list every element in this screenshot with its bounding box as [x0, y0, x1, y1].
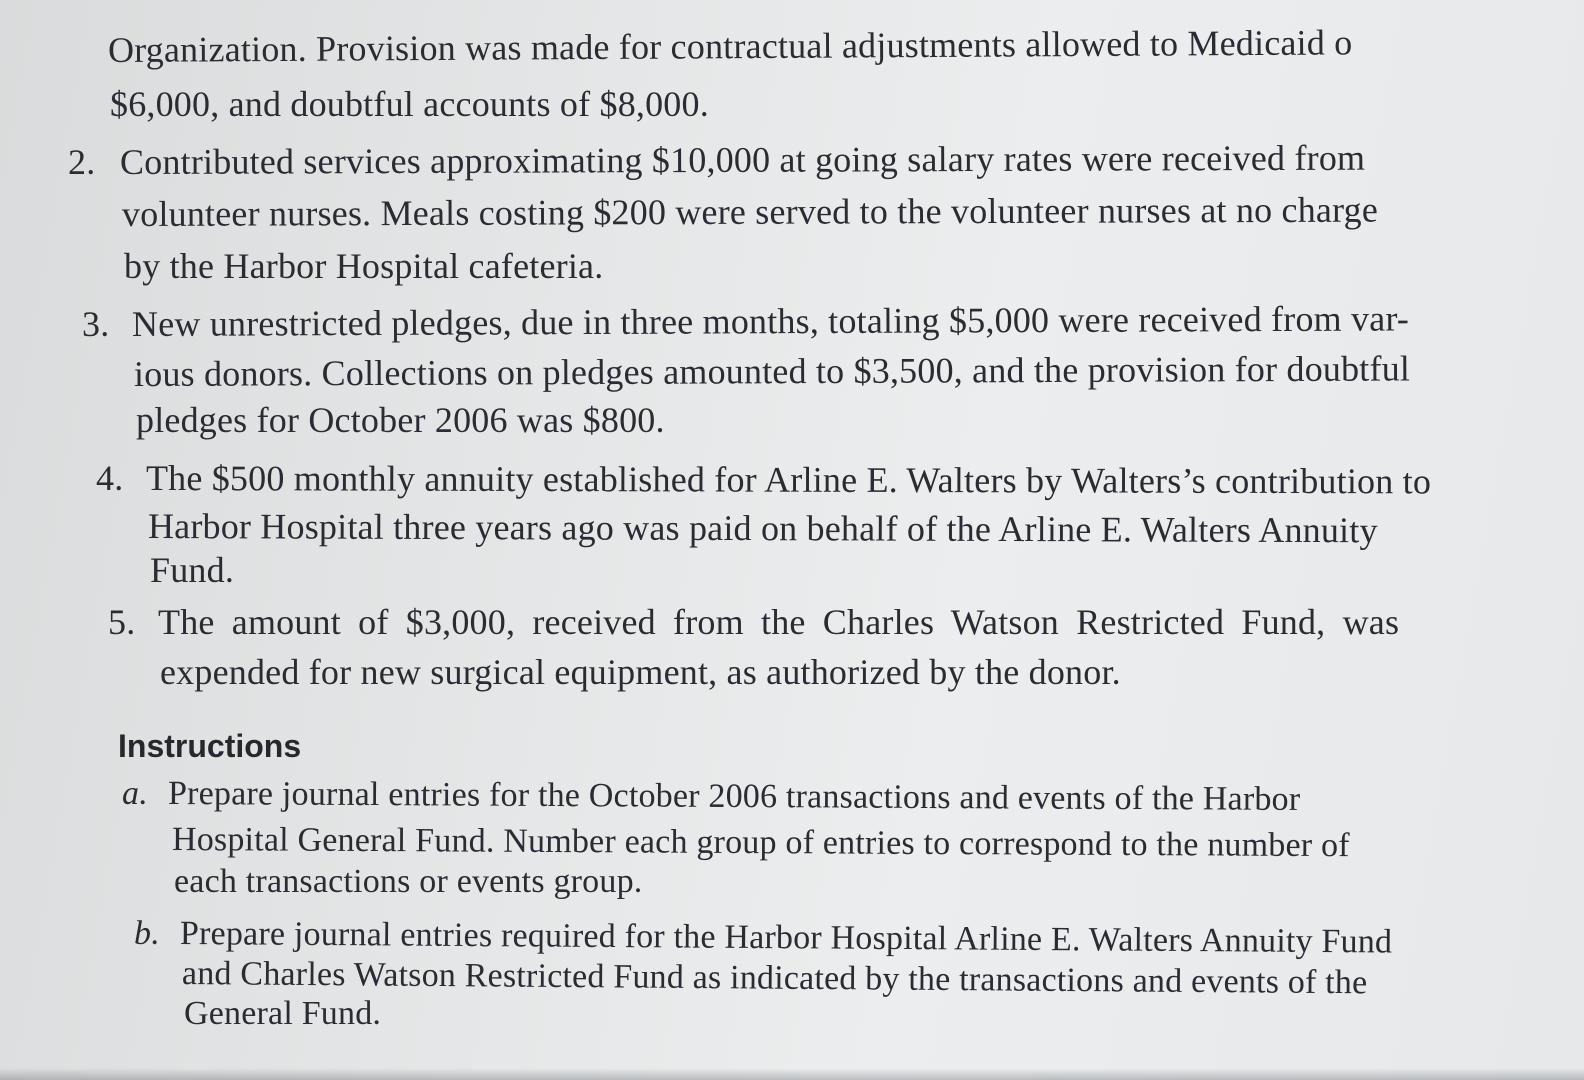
- instruction-a-line-2: Hospital General Fund. Number each group of entries to correspond to the number of: [171, 821, 1350, 865]
- instruction-a-line-3: each transactions or events group.: [174, 863, 643, 900]
- item-4-line-3: Fund.: [150, 550, 235, 590]
- item-2-number: 2.: [68, 142, 96, 182]
- item-4-number: 4.: [96, 458, 124, 498]
- item-3-line-1: New unrestricted pledges, due in three months, totaling $5,000 were received from var-: [131, 298, 1410, 344]
- instruction-b-line-2: and Charles Watson Restricted Fund as indicated by the transactions and events of the: [181, 955, 1368, 1002]
- page-bottom-shadow: [0, 1068, 1584, 1080]
- item-4-line-1: The $500 monthly annuity established for Arline E. Walters by Walters’s contribution to: [145, 458, 1432, 502]
- instruction-b-line-1: Prepare journal entries required for the Harbor Hospital Arline E. Walters Annuity Fund: [179, 915, 1393, 961]
- item-3-line-2: ious donors. Collections on pledges amounted to $3,500, and the provision for doubtful: [133, 348, 1411, 394]
- instructions-heading: Instructions: [118, 728, 302, 764]
- item-2-line-2: volunteer nurses. Meals costing $200 were served to the volunteer nurses at no charge: [121, 189, 1379, 234]
- item-1-continuation-line-2: $6,000, and doubtful accounts of $8,000.: [110, 84, 709, 124]
- item-3-line-3: pledges for October 2006 was $800.: [136, 400, 665, 440]
- item-3-number: 3.: [82, 304, 110, 344]
- instruction-a-letter: a.: [122, 775, 148, 812]
- item-4-line-2: Harbor Hospital three years ago was paid on behalf of the Arline E. Walters Annuity: [147, 506, 1378, 551]
- instruction-b-line-3: General Fund.: [184, 995, 382, 1032]
- item-1-continuation-line-1: Organization. Provision was made for contractual adjustments allowed to Medicaid o: [107, 22, 1353, 70]
- item-2-line-1: Contributed services approximating $10,000 at going salary rates were received from: [119, 137, 1366, 182]
- item-5-line-2: expended for new surgical equipment, as authorized by the donor.: [160, 652, 1121, 692]
- item-5-number: 5.: [108, 602, 136, 642]
- item-5-line-1: The amount of $3,000, received from the Charles Watson Restricted Fund, was: [158, 602, 1400, 642]
- instruction-b-letter: b.: [134, 915, 160, 952]
- item-2-line-3: by the Harbor Hospital cafeteria.: [124, 246, 604, 286]
- instruction-a-line-1: Prepare journal entries for the October 2006 transactions and events of the Harbor: [167, 775, 1301, 818]
